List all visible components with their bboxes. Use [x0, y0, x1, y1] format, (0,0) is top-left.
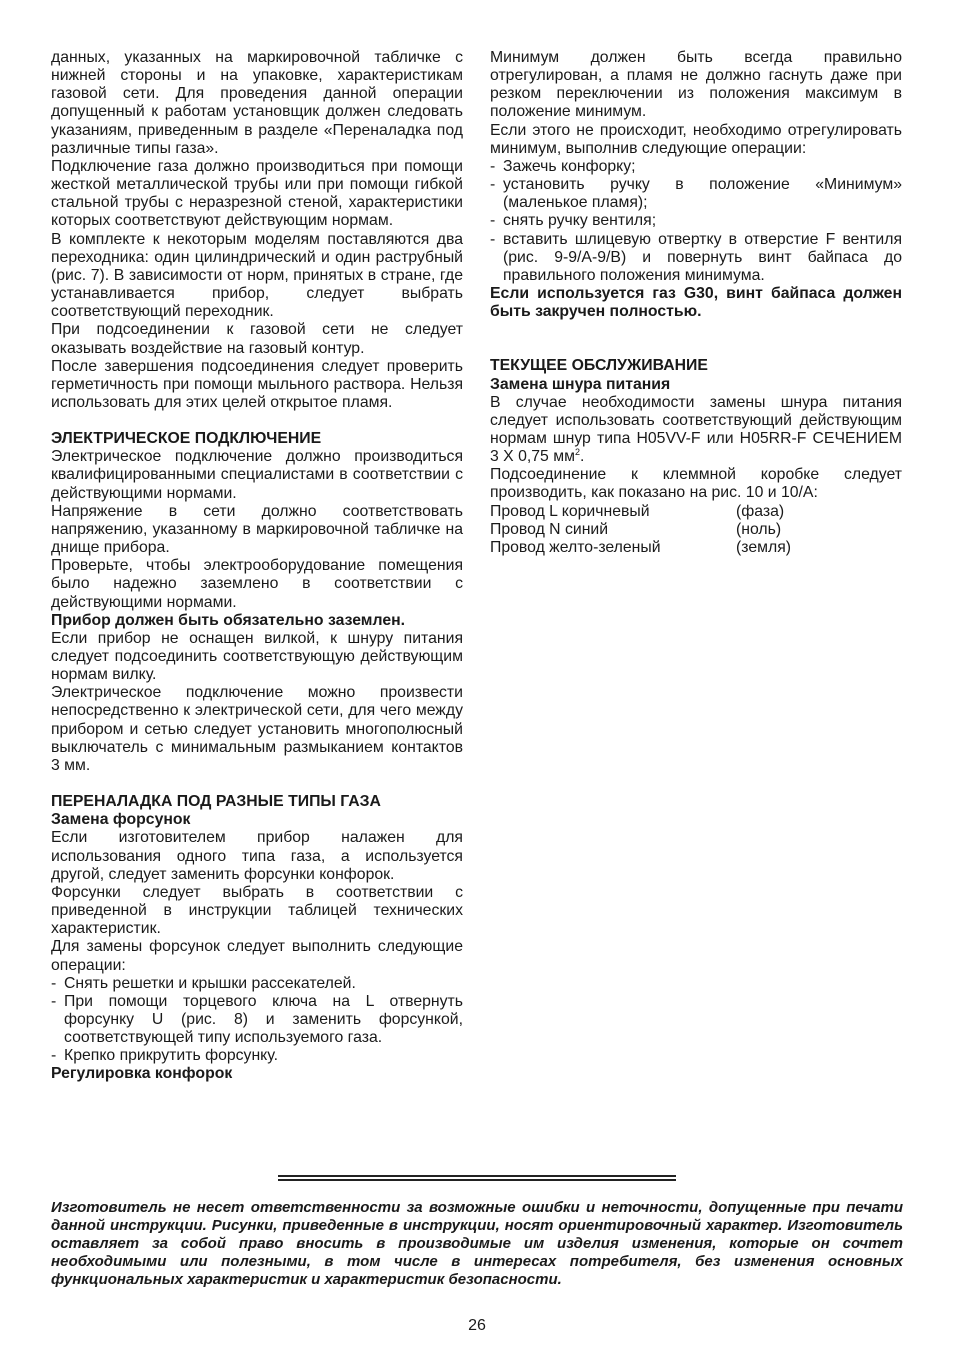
list-item-text: Снять решетки и крышки рассекателей.: [64, 974, 356, 992]
page-number: 26: [468, 1317, 486, 1334]
paragraph-injectors-operations: Для замены форсунок следует выполнить следующие операции:: [51, 938, 463, 974]
subheading-injector-replacement: Замена форсунок: [51, 811, 191, 829]
list-item: - При помощи торцевого ключа на L отвернуть форсунку U (рис. 8) и заменить форсункой, соответствующей типу используемого газа.: [51, 992, 463, 1047]
list-item: - Крепко прикрутить форсунку.: [51, 1047, 463, 1065]
paragraph-power-cord: [490, 394, 902, 467]
paragraph-leak-check: После завершения подсоединения следует проверить герметичность при помощи мыльного раствора. Нельзя использовать для этих целей открытое пламя.: [51, 357, 463, 411]
paragraph-gas-circuit-warning: При подсоединении к газовой сети не следует оказывать воздействие на газовый контур.: [51, 321, 463, 357]
paragraph-electrical-switch: Электрическое подключение можно произвести непосредственно к электрической сети, для чего между прибором и сетью следует установить многополюсный выключатель с минимальным размыканием контактов 3 мм.: [51, 684, 463, 774]
paragraph-injectors-intro: Если изготовителем прибор налажен для использования одного типа газа, а используется другой, следует заменить форсунки конфорок.: [51, 829, 463, 883]
wire-name: Провод N синий: [490, 520, 609, 538]
list-item-text: установить ручку в положение «Минимум» (маленькое пламя);: [503, 176, 902, 212]
paragraph-minimum-flame: Минимум должен быть всегда правильно отрегулирован, а пламя не должно гаснуть даже при резком переключении из положения максимум в положение минимум.: [490, 49, 902, 121]
heading-maintenance: ТЕКУЩЕЕ ОБСЛУЖИВАНИЕ: [490, 357, 708, 375]
paragraph-must-be-grounded: Прибор должен быть обязательно заземлен.: [51, 611, 406, 629]
list-item: - снять ручку вентиля;: [490, 212, 902, 230]
wire-name: Провод L коричневый: [490, 502, 650, 520]
paragraph-electrical-grounding: Проверьте, чтобы электрооборудование помещения было надежно заземлено в соответствии с действующими нормами.: [51, 557, 463, 611]
wire-row: [490, 521, 902, 539]
paragraph-terminal-box: Подсоединение к клеммной коробке следует производить, как показано на рис. 10 и 10/A:: [490, 466, 902, 502]
disclaimer: Изготовитель не несет ответственности за возможные ошибки и неточности, допущенные при печати данной инструкции. Рисунки, приведенные в инструкции, носят ориентировочный характер. Изготовитель оставляет за собой право вносить в производимые им изделия изменения, которые он сочтет необходимыми или полезными, в том числе в интересах потребителя, без изменения основных функциональных характеристик и характеристик безопасности.: [51, 1199, 903, 1288]
list-item-text: Крепко прикрутить форсунку.: [64, 1047, 278, 1065]
paragraph-minimum-adjust: Если этого не происходит, необходимо отрегулировать минимум, выполнив следующие операции:: [490, 121, 902, 157]
list-item: - установить ручку в положение «Минимум» (маленькое пламя);: [490, 176, 902, 212]
list-item: - Зажечь конфорку;: [490, 158, 902, 176]
list-item: - Снять решетки и крышки рассекателей.: [51, 975, 463, 993]
right-column: [490, 49, 902, 557]
wire-function: (земля): [736, 538, 792, 556]
subheading-power-cord-replacement: Замена шнура питания: [490, 375, 671, 393]
wire-function: (фаза): [736, 502, 785, 520]
list-item-text: Зажечь конфорку;: [503, 157, 636, 175]
left-column: [51, 49, 463, 1084]
paragraph-electrical-qualified: Электрическое подключение должно производиться квалифицированными специалистами в соответствии с действующими нормами.: [51, 448, 463, 502]
list-item-text: вставить шлицевую отвертку в отверстие F вентиля (рис. 9-9/A-9/B) и повернуть винт байпаса до правильного положения минимума.: [503, 230, 902, 284]
superscript-2: 2: [574, 447, 580, 458]
wire-function: (ноль): [736, 520, 782, 538]
paragraph-adapters: В комплекте к некоторым моделям поставляются два переходника: один цилиндрический и один раструбный (рис. 7). В зависимости от норм, принятых в стране, где устанавливается прибор, следует выбрать соответствующий переходник.: [51, 230, 463, 321]
paragraph-injectors-table: Форсунки следует выбрать в соответствии с приведенной в инструкции таблицей технических характеристик.: [51, 883, 463, 938]
wire-row: [490, 503, 902, 521]
power-cord-period: .: [579, 448, 585, 466]
heading-gas-conversion: ПЕРЕНАЛАДКА ПОД РАЗНЫЕ ТИПЫ ГАЗА: [51, 793, 381, 811]
wire-row: [490, 539, 902, 557]
paragraph-g30-bypass: Если используется газ G30, винт байпаса должен быть закручен полностью.: [490, 285, 902, 321]
paragraph-electrical-voltage: Напряжение в сети должно соответствовать напряжению, указанному в маркировочной табличке на днище прибора.: [51, 502, 463, 557]
wire-name: Провод желто-зеленый: [490, 538, 661, 556]
paragraph-electrical-plug: Если прибор не оснащен вилкой, к шнуру питания следует подсоединить соответствующую действующим нормам вилку.: [51, 629, 463, 684]
divider-rule-top: [278, 1175, 676, 1177]
subheading-burner-adjustment: Регулировка конфорок: [51, 1065, 233, 1083]
power-cord-text: В случае необходимости замены шнура питания следует использовать соответствующий действующим нормам шнур типа H05VV-F или H05RR-F СЕЧЕНИЕМ 3 X 0,75 мм: [490, 393, 902, 466]
list-item-text: снять ручку вентиля;: [503, 212, 657, 230]
divider-rule-bottom: [278, 1179, 676, 1181]
paragraph-gas-matching: данных, указанных на маркировочной табличке с нижней стороны и на упаковке, характеристикам газовой сети. Для проведения данной операции допущенный к работам установщик должен следовать указаниям, приведенным в разделе «Переналадка под различные типы газа».: [51, 49, 463, 157]
paragraph-gas-connection: Подключение газа должно производиться при помощи жесткой металлической трубы или при помощи гибкой стальной трубы с неразрезной стеной, характеристики которых соответствуют действующим нормам.: [51, 157, 463, 230]
list-item-text: При помощи торцевого ключа на L отвернуть форсунку U (рис. 8) и заменить форсункой, соответствующей типу используемого газа.: [64, 992, 463, 1047]
heading-electrical-connection: ЭЛЕКТРИЧЕСКОЕ ПОДКЛЮЧЕНИЕ: [51, 430, 322, 448]
list-item: - вставить шлицевую отвертку в отверстие F вентиля (рис. 9-9/A-9/B) и повернуть винт байпаса до правильного положения минимума.: [490, 230, 902, 284]
